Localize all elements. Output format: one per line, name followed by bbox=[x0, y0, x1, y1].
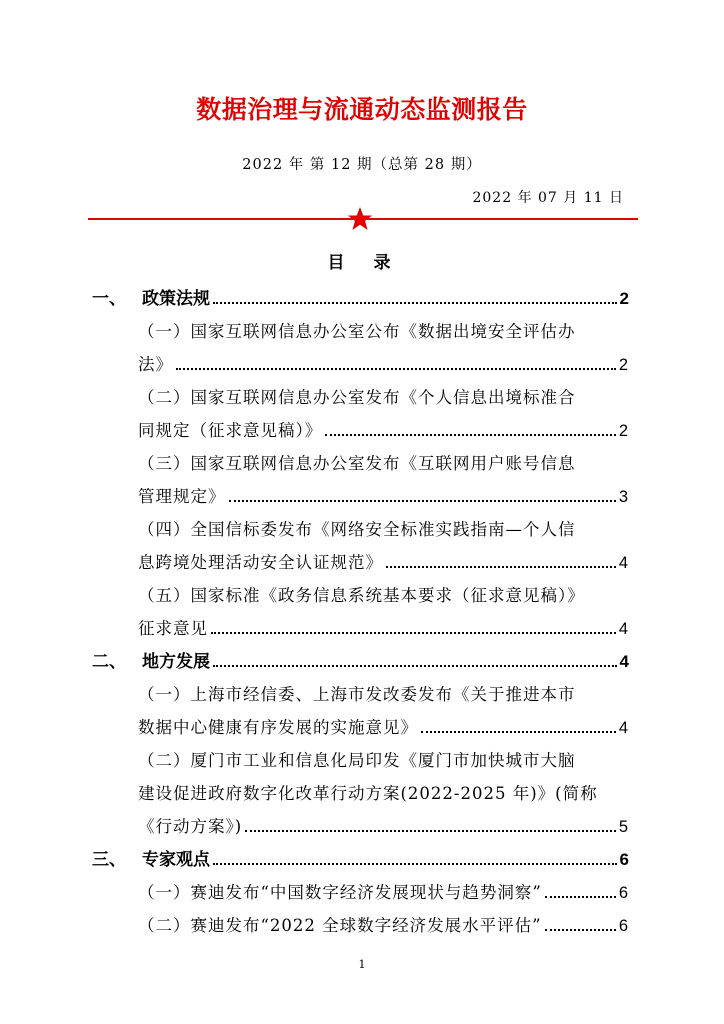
toc-item-text: 管理规定》 bbox=[138, 487, 226, 506]
toc-item-line[interactable]: （五）国家标准《政务信息系统基本要求（征求意见稿）》 bbox=[138, 586, 585, 605]
page-ref: 4 bbox=[619, 652, 629, 671]
toc-item[interactable] bbox=[92, 912, 629, 940]
page-ref: 6 bbox=[618, 917, 629, 935]
toc-item-line[interactable]: （二）厦门市工业和信息化局印发《厦门市加快城市大脑 bbox=[138, 751, 576, 770]
page-ref: 4 bbox=[618, 620, 629, 638]
toc-item-text: 同规定（征求意见稿）》 bbox=[138, 421, 323, 440]
star-icon bbox=[347, 206, 373, 232]
section-title: 地方发展 bbox=[142, 652, 210, 672]
toc-item-line[interactable]: （二）国家互联网信息办公室发布《个人信息出境标准合 bbox=[138, 388, 576, 407]
page-ref: 4 bbox=[618, 554, 629, 572]
toc-section[interactable] bbox=[92, 846, 629, 874]
page-ref: 4 bbox=[618, 719, 629, 737]
section-title: 专家观点 bbox=[142, 850, 210, 870]
toc-item-text: 征求意见 bbox=[138, 619, 208, 638]
page-number: 1 bbox=[358, 958, 366, 971]
toc-item-line[interactable]: （一）上海市经信委、上海市发改委发布《关于推进本市 bbox=[138, 685, 576, 704]
dot-leader bbox=[213, 863, 617, 865]
toc-item-text: 数据中心健康有序发展的实施意见》 bbox=[138, 718, 418, 737]
toc-item-text: （一）赛迪发布“中国数字经济发展现状与趋势洞察” bbox=[138, 883, 542, 902]
page-ref: 2 bbox=[619, 289, 629, 308]
toc-item[interactable] bbox=[92, 351, 629, 379]
dot-leader bbox=[211, 632, 616, 634]
toc-item-text: 《行动方案》) bbox=[138, 817, 243, 836]
section-title: 政策法规 bbox=[142, 289, 210, 309]
toc-item[interactable] bbox=[92, 549, 629, 577]
toc-item-line[interactable]: 建设促进政府数字化改革行动方案(2022-2025 年)》(简称 bbox=[138, 784, 598, 803]
dot-leader bbox=[545, 896, 616, 898]
dot-leader bbox=[545, 929, 616, 931]
toc-item-text: 息跨境处理活动安全认证规范》 bbox=[138, 553, 383, 572]
dot-leader bbox=[213, 665, 617, 667]
page-ref: 6 bbox=[618, 884, 629, 902]
dot-leader bbox=[386, 566, 616, 568]
toc-heading: 目 录 bbox=[327, 253, 397, 273]
toc-item[interactable] bbox=[92, 714, 629, 742]
dot-leader bbox=[245, 830, 616, 832]
table-of-contents bbox=[92, 285, 629, 945]
dot-leader bbox=[176, 368, 616, 370]
section-number: 二、 bbox=[92, 652, 126, 672]
toc-item-text: 法》 bbox=[138, 355, 173, 374]
dot-leader bbox=[213, 302, 617, 304]
report-title: 数据治理与流通动态监测报告 bbox=[196, 95, 528, 124]
toc-section[interactable] bbox=[92, 648, 629, 676]
report-date: 2022 年 07 月 11 日 bbox=[472, 190, 624, 206]
dot-leader bbox=[229, 500, 616, 502]
toc-item[interactable] bbox=[92, 615, 629, 643]
toc-item-line[interactable]: （三）国家互联网信息办公室发布《互联网用户账号信息 bbox=[138, 454, 576, 473]
section-number: 一、 bbox=[92, 289, 126, 309]
dot-leader bbox=[421, 731, 616, 733]
toc-item[interactable] bbox=[92, 417, 629, 445]
issue-line: 2022 年 第 12 期（总第 28 期） bbox=[242, 157, 482, 173]
toc-item-text: （二）赛迪发布“2022 全球数字经济发展水平评估” bbox=[138, 916, 542, 935]
toc-item[interactable] bbox=[92, 483, 629, 511]
page-ref: 5 bbox=[618, 818, 629, 836]
toc-item-line[interactable]: （四）全国信标委发布《网络安全标准实践指南—个人信 bbox=[138, 520, 576, 539]
toc-item[interactable] bbox=[92, 813, 629, 841]
toc-item-line[interactable]: （一）国家互联网信息办公室公布《数据出境安全评估办 bbox=[138, 322, 576, 341]
page-ref: 3 bbox=[618, 488, 629, 506]
toc-item[interactable] bbox=[92, 879, 629, 907]
toc-section[interactable] bbox=[92, 285, 629, 313]
dot-leader bbox=[325, 434, 616, 436]
page-ref: 6 bbox=[619, 850, 629, 869]
page-ref: 2 bbox=[618, 356, 629, 374]
page-ref: 2 bbox=[618, 422, 629, 440]
section-number: 三、 bbox=[92, 850, 126, 870]
